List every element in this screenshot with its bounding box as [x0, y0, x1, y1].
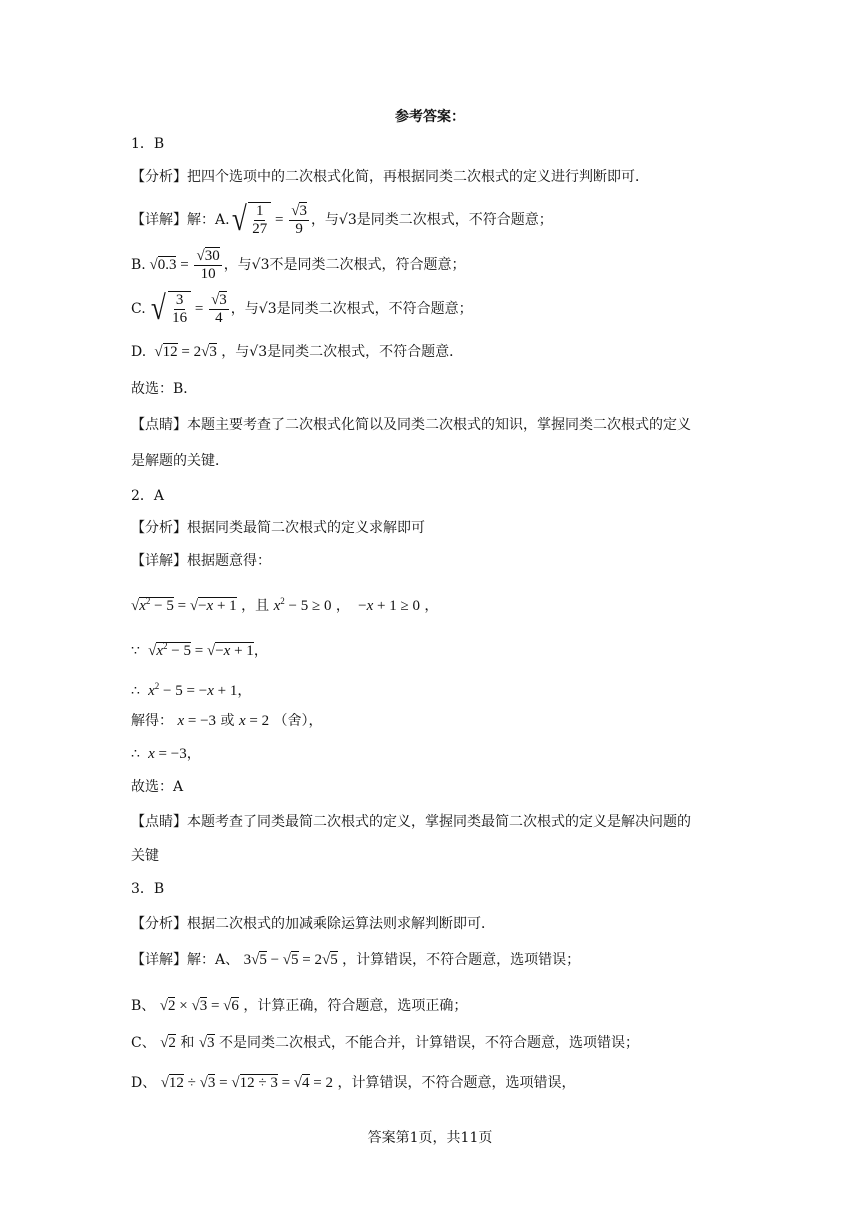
q3-a-suffix: ，计算错误，不符合题意，选项错误； — [342, 952, 581, 968]
q3-b-suffix: ，计算正确，符合题意，选项正确； — [243, 998, 468, 1014]
q1-detail-a: 【详解】解：A. √ $\frac{1}{27}$ = $\frac{√3}{9}$ ，与√3是同类二次根式，不符合题意； — [131, 201, 553, 238]
q3-c-mid: 和 — [180, 1035, 195, 1051]
page-footer: 答案第1页，共11页 — [367, 1130, 493, 1146]
q3-d-suffix: ，计算错误，不符合题意，选项错误， — [337, 1075, 576, 1091]
q2-detail: 【详解】根据题意得： — [131, 553, 271, 569]
q3-a-prefix: 【详解】解：A、 — [131, 952, 240, 968]
q2-therefore-1: ∴ $x^2 - 5 = -x + 1$， — [131, 681, 252, 699]
q3-analysis: 【分析】根据二次根式的加减乘除运算法则求解判断即可． — [131, 916, 495, 932]
q2-line1-end: ， — [424, 598, 439, 614]
q2-choice: 故选：A — [131, 779, 184, 795]
q1-d-prefix: D. — [131, 344, 147, 360]
q2-therefore-2: ∴ x = −3， — [131, 746, 201, 762]
q3-detail-b: B、 √2 × √3 = √6 ，计算正确，符合题意，选项正确； — [131, 998, 468, 1014]
q2-because: ∵ $√x^2 - 5 = √-x + 1$， — [131, 641, 268, 659]
q1-c-prefix: C. — [131, 301, 146, 317]
q3-detail-a: 【详解】解：A、 3√5 − √5 = 2√5 ，计算错误，不符合题意，选项错误； — [131, 952, 581, 968]
q2-solve-prefix: 解得： — [131, 713, 173, 729]
q3-d-prefix: D、 — [131, 1075, 157, 1091]
q1-d-suffix: ，与√3是同类二次根式，不符合题意． — [221, 344, 464, 360]
therefore-symbol: ∴ — [131, 746, 140, 762]
q1-comment-1: 【点睛】本题主要考查了二次根式化简以及同类二次根式的知识，掌握同类二次根式的定义 — [131, 417, 691, 433]
q1-c-suffix: ，与√3是同类二次根式，不符合题意； — [230, 301, 473, 317]
q2-line1-mid: ，且 — [241, 598, 270, 614]
q3-detail-d: D、 √12 ÷ √3 = √12 ÷ 3 = √4 = 2 ，计算错误，不符合题意，选项错误， — [131, 1075, 576, 1091]
q1-analysis: 【分析】把四个选项中的二次根式化简，再根据同类二次根式的定义进行判断即可． — [131, 169, 649, 185]
therefore-symbol: ∴ — [131, 683, 140, 699]
q3-number: 3．B — [131, 881, 165, 897]
q1-b-prefix: B. — [131, 257, 146, 273]
q2-number: 2．A — [131, 488, 165, 504]
q1-detail-a-suffix: ，与√3是同类二次根式，不符合题意； — [310, 212, 553, 228]
page-title: 参考答案： — [395, 109, 465, 125]
q3-detail-c: C、 √2 和 √3 不是同类二次根式，不能合并，计算错误，不符合题意，选项错误； — [131, 1035, 639, 1051]
q1-detail-b: B. √0.3 = $\frac{√30}{10}$ ，与√3不是同类二次根式，符合题意； — [131, 247, 466, 282]
q1-detail-a-prefix: 【详解】解：A. — [131, 212, 230, 228]
q3-c-suffix: 不是同类二次根式，不能合并，计算错误，不符合题意，选项错误； — [219, 1035, 639, 1051]
q2-comment-2: 关键 — [131, 848, 159, 864]
q2-line1: $√x^2 - 5 = √-x + 1$ ，且 $x^2 - 5 \ge 0$ ， −x + 1 ≥ 0 ， — [131, 596, 439, 614]
q1-choice: 故选：B． — [131, 381, 198, 397]
q2-solve: 解得： x = −3 或 x = 2 （舍）， — [131, 713, 323, 729]
q2-analysis: 【分析】根据同类最简二次根式的定义求解即可 — [131, 520, 425, 536]
q2-comment-1: 【点睛】本题考查了同类最简二次根式的定义，掌握同类最简二次根式的定义是解决问题的 — [131, 814, 691, 830]
q1-comment-2: 是解题的关键． — [131, 453, 229, 469]
q1-formula-a: √ $\frac{1}{27}$ — [230, 202, 272, 238]
q1-number: 1．B — [131, 136, 165, 152]
q3-c-prefix: C、 — [131, 1035, 156, 1051]
q1-detail-d: D. √12 = 2√3 ，与√3是同类二次根式，不符合题意． — [131, 344, 464, 360]
q3-b-prefix: B、 — [131, 998, 156, 1014]
q2-solve-or: 或 — [220, 713, 235, 729]
because-symbol: ∵ — [131, 643, 140, 659]
q2-solve-end: （舍）， — [273, 713, 323, 729]
q1-b-suffix: ，与√3不是同类二次根式，符合题意； — [223, 257, 466, 273]
q1-detail-c: C. √ $\frac{3}{16}$ = $\frac{√3}{4}$ ，与√3是同类二次根式，不符合题意； — [131, 290, 473, 327]
